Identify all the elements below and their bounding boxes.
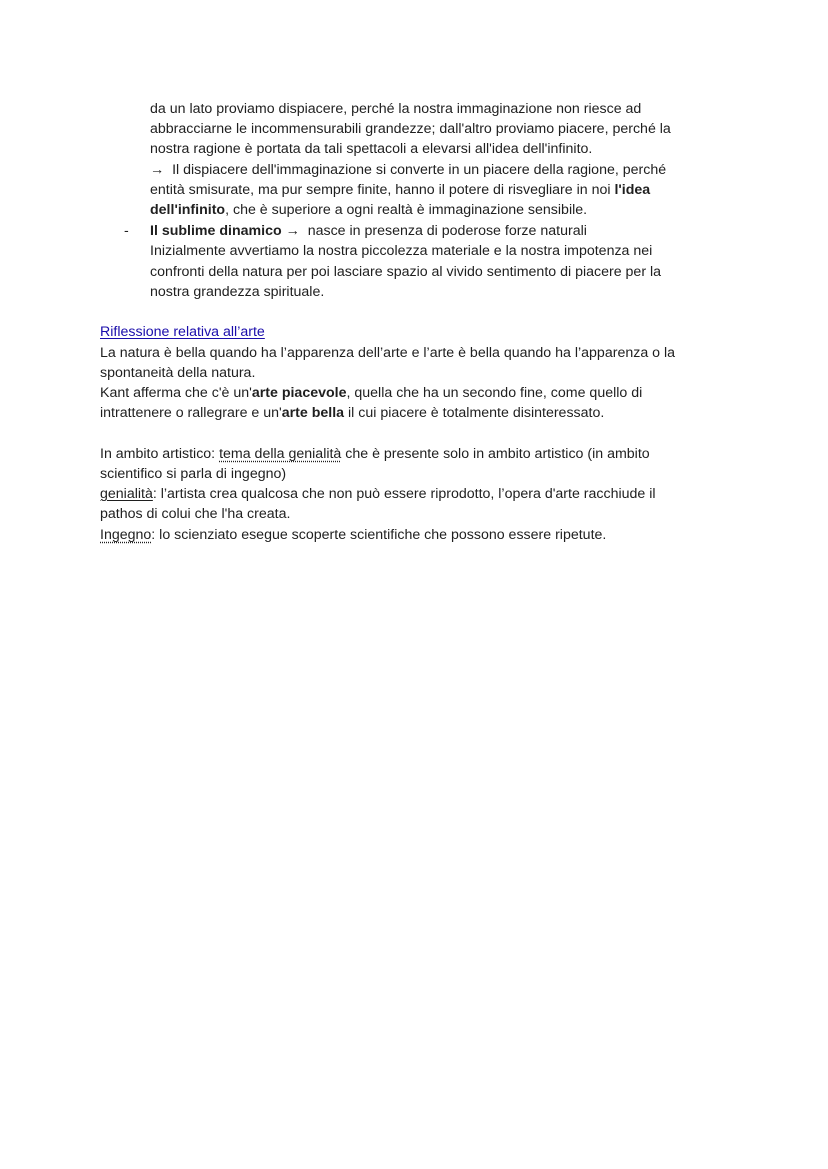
text-line	[150, 99, 641, 119]
arrow-icon: →	[285, 223, 300, 239]
text: La natura è bella quando ha l’apparenza dell’arte e l’arte è bella quando ha l’apparenza o la	[100, 345, 676, 361]
list-item	[150, 221, 587, 241]
text-line	[100, 525, 606, 545]
text-line	[150, 282, 324, 302]
text-line	[150, 139, 592, 159]
bold-text: l'idea	[614, 182, 651, 198]
text-line	[150, 160, 666, 180]
text: nasce in presenza di poderose forze naturali	[307, 223, 587, 239]
text: spontaneità della natura.	[100, 365, 256, 381]
underlined-text: Ingegno	[100, 527, 152, 543]
text: scientifico si parla di ingegno)	[100, 466, 287, 482]
text: che è presente solo in ambito artistico (in ambito	[341, 446, 650, 462]
text-line	[100, 383, 642, 403]
text-line	[150, 241, 652, 261]
text: abbracciarne le incommensurabili grandezze; dall'altro proviamo piacere, perché la	[150, 121, 671, 137]
text: In ambito artistico:	[100, 446, 220, 462]
text: Kant afferma che c'è un'	[100, 385, 252, 401]
text: nostra ragione è portata da tali spettacoli a elevarsi all'idea dell'infinito.	[150, 141, 593, 157]
underlined-text: tema della genialità	[219, 446, 342, 462]
text: da un lato proviamo dispiacere, perché la nostra immaginazione non riesce ad	[150, 101, 642, 117]
text-line	[150, 180, 650, 200]
text: il cui piacere è totalmente disinteressato.	[344, 405, 605, 421]
bold-text: arte piacevole	[251, 385, 347, 401]
bold-text: arte bella	[281, 405, 345, 421]
arrow-icon: →	[150, 162, 165, 178]
text-line	[150, 200, 587, 220]
text-line	[150, 262, 661, 282]
text: nostra grandezza spirituale.	[150, 284, 325, 300]
text: pathos di colui che l'ha creata.	[100, 506, 291, 522]
text: , quella che ha un secondo fine, come quello di	[346, 385, 643, 401]
text-line	[100, 464, 286, 484]
list-bullet: -	[124, 223, 129, 239]
text: confronti della natura per poi lasciare spazio al vivido sentimento di piacere per la	[150, 264, 662, 280]
text: : lo scienziato esegue scoperte scientifiche che possono essere ripetute.	[151, 527, 607, 543]
text-line	[100, 403, 604, 423]
text-line	[100, 343, 675, 363]
section-heading-row	[100, 322, 265, 342]
bold-text: dell'infinito	[150, 202, 226, 218]
text: : l’artista crea qualcosa che non può essere riprodotto, l’opera d'arte racchiude il	[152, 486, 656, 502]
text-line	[100, 504, 290, 524]
section-heading-link[interactable]: Riflessione relativa all’arte	[100, 324, 265, 340]
text-line	[100, 484, 656, 504]
text: entità smisurate, ma pur sempre finite, hanno il potere di risvegliare in noi	[150, 182, 615, 198]
underlined-text: genialità	[100, 486, 153, 502]
text: intrattenere o rallegrare e un'	[100, 405, 282, 421]
bold-text: Il sublime dinamico	[150, 223, 282, 239]
text: Inizialmente avvertiamo la nostra piccolezza materiale e la nostra impotenza nei	[150, 243, 653, 259]
text-line	[100, 363, 255, 383]
text-line	[100, 444, 650, 464]
text-line	[150, 119, 671, 139]
text: Il dispiacere dell'immaginazione si converte in un piacere della ragione, perché	[172, 162, 667, 178]
text: , che è superiore a ogni realtà è immaginazione sensibile.	[225, 202, 588, 218]
